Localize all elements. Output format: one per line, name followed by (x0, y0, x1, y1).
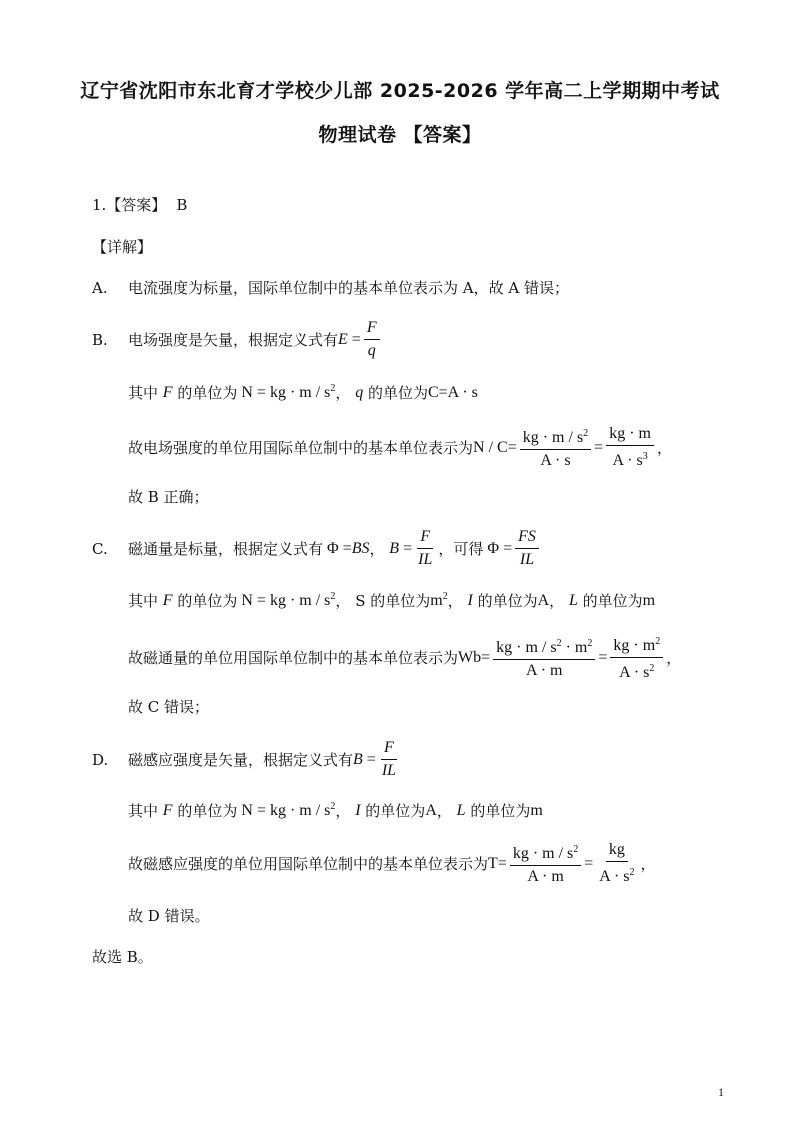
option-c-text: 磁通量是标量，根据定义式有 (128, 540, 324, 558)
option-b-conclusion: 故 B 正确； (128, 488, 209, 506)
option-b-text: 电场强度是矢量，根据定义式有 (128, 331, 339, 349)
option-c-units-line: 其中 F 的单位为 N = kg · m / $s^2$ ， S 的单位为 $m^2$ ， I 的单位为 A ， L 的单位为 m (128, 591, 656, 610)
option-c-letter: C. (92, 539, 108, 558)
option-c-derivation-line: 故磁通量的单位用国际单位制中的基本单位表示为 Wb= $\frac{kg \cdot m / s^2 \cdot m^2}{A \cdot m}$ = $\frac{kg \cdot m^2}{A \cdot s^2}$ ， (128, 632, 681, 683)
answer-prefix: 1.【答案】 (92, 196, 167, 214)
option-d-letter: D. (92, 750, 109, 769)
answer-value: B (176, 195, 188, 214)
document-title-line-2: 物理试卷 【答案】 (318, 124, 482, 146)
option-b-letter: B. (92, 330, 108, 349)
option-d-units-line: 其中 F 的单位为 N = kg · m / $s^2$ ， I 的单位为 A ， L 的单位为 m (128, 801, 543, 820)
option-d-line: D. 磁感应强度是矢量，根据定义式有 B = $\frac{F}{IL}$ (92, 739, 397, 779)
option-c-line: C. 磁通量是标量，根据定义式有 Φ = BS ， B = $\frac{F}{IL}$ ， 可得 Φ = $\frac{FS}{IL}$ (92, 527, 542, 570)
option-a-letter: A. (92, 278, 108, 297)
option-d-text: 磁感应强度是矢量，根据定义式有 (128, 751, 354, 769)
option-c-conclusion: 故 C 错误； (128, 698, 210, 716)
final-answer: 故选 B。 (92, 948, 153, 966)
option-a-text: 电流强度为标量，国际单位制中的基本单位表示为 A，故 A 错误； (128, 279, 569, 297)
formula-e-definition: E = $\frac{F}{q}$ (338, 318, 383, 361)
option-b-derivation-line: 故电场强度的单位用国际单位制中的基本单位表示为 N / C= $\frac{kg \cdot m / s^2}{A \cdot s}$ = $\frac{kg \cdot m}{A \cdot s^3}$ ， (128, 425, 672, 469)
option-b-line (92, 318, 383, 361)
option-b-units-line: 其中 F 的单位为 N = kg · m / $s^2$ ， q 的单位为 C=A · s (128, 383, 478, 402)
document-title-line-1: 辽宁省沈阳市东北育才学校少儿部 2025-2026 学年高二上学期期中考试 (80, 80, 720, 102)
option-d-conclusion: 故 D 错误。 (128, 907, 210, 925)
option-a-line (92, 277, 569, 298)
page-number: 1 (718, 1085, 724, 1099)
answer-line (92, 194, 187, 215)
detail-label: 【详解】 (92, 238, 153, 256)
option-d-derivation-line: 故磁感应强度的单位用国际单位制中的基本单位表示为 T= $\frac{kg \cdot m / s^2}{A \cdot m}$ = $\frac{kg}{A \cdot s^2}$ ， (128, 841, 656, 885)
